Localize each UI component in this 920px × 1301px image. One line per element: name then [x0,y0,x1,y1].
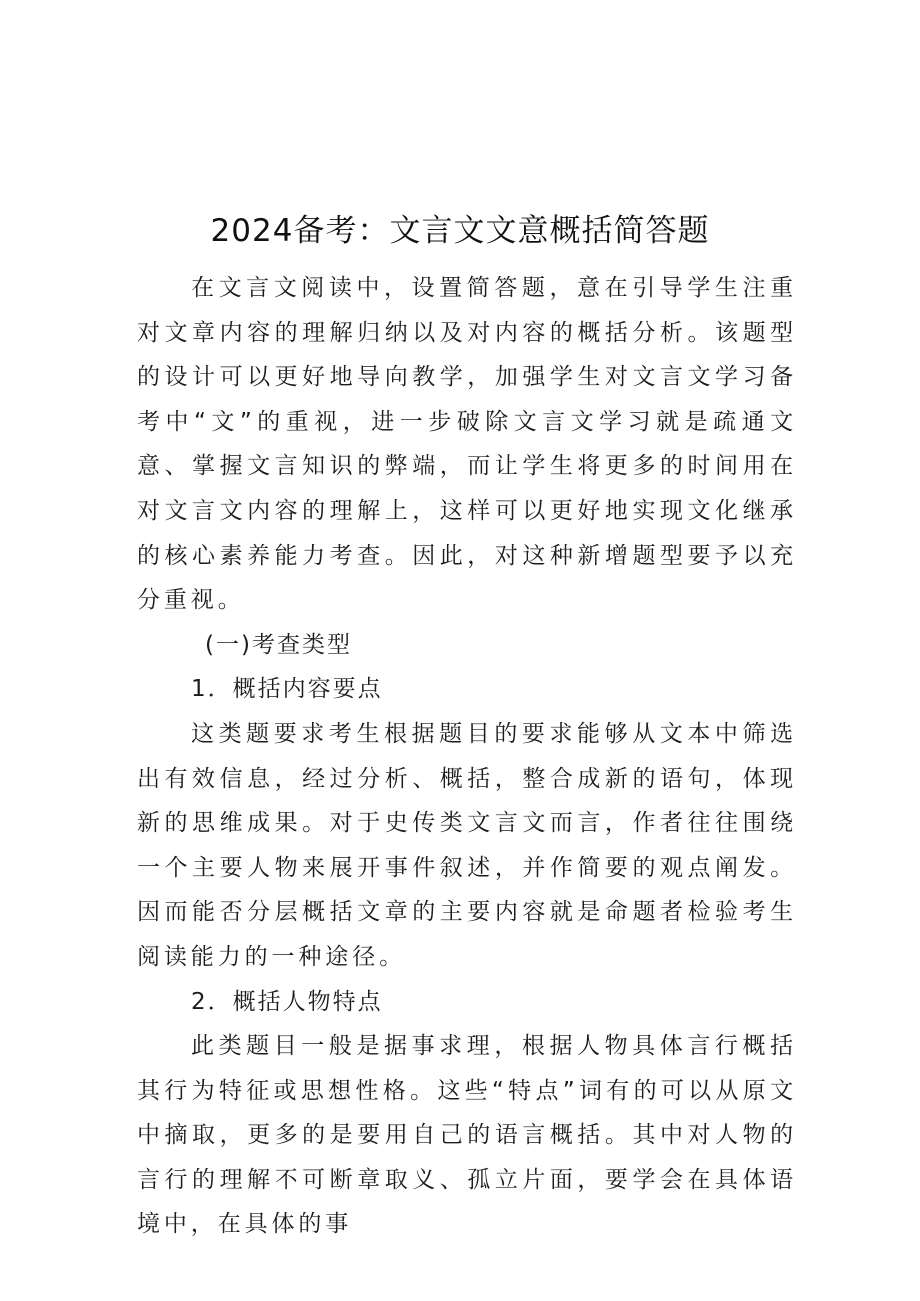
section-heading-exam-types: (一)考查类型 [205,631,352,658]
intro-paragraph: 在文言文阅读中，设置简答题，意在引导学生注重对文章内容的理解归纳以及对内容的概括分析。该题型的设计可以更好地导向教学，加强学生对文言文学习备考中“文”的重视，进一步破除文言文学习就是疏通文意、掌握文言知识的弊端，而让学生将更多的时间用在对文言文内容的理解上，这样可以更好地实现文化继承的核心素养能力考查。因此，对这种新增题型要予以充分重视。 [137,275,797,614]
document-body [137,266,797,1247]
item-heading-character-traits: 2．概括人物特点 [191,988,383,1015]
document-title: 2024备考：文言文文意概括简答题 [210,212,710,249]
item-paragraph-character-traits: 此类题目一般是据事求理，根据人物具体言行概括其行为特征或思想性格。这些“特点”词有的可以从原文中摘取，更多的是要用自己的语言概括。其中对人物的言行的理解不可断章取义、孤立片面，要学会在具体语境中，在具体的事 [137,1033,797,1238]
item-heading-content-points: 1．概括内容要点 [191,676,383,703]
item-paragraph-content-points: 这类题要求考生根据题目的要求能够从文本中筛选出有效信息，经过分析、概括，整合成新的语句，体现新的思维成果。对于史传类文言文而言，作者往往围绕一个主要人物来展开事件叙述，并作简要的观点阐发。因而能否分层概括文章的主要内容就是命题者检验考生阅读能力的一种途径。 [137,720,797,970]
